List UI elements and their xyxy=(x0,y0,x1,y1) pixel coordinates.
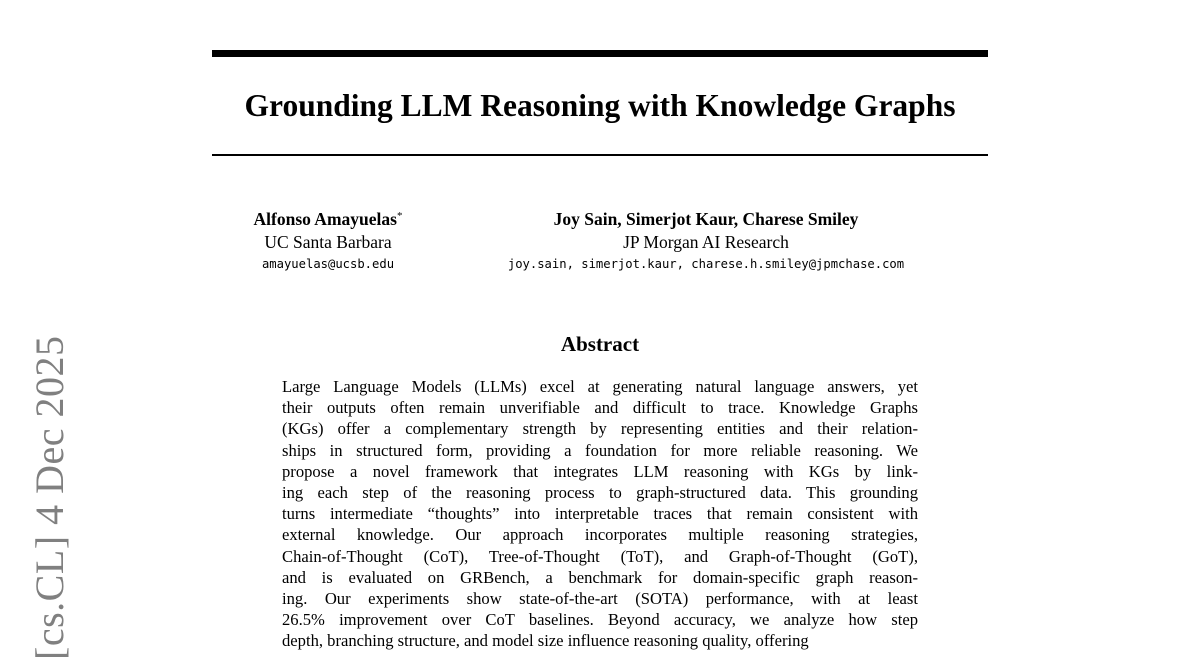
author-block-1 xyxy=(246,208,410,274)
title-top-rule xyxy=(212,50,988,57)
author-names: Joy Sain, Simerjot Kaur, Charese Smiley xyxy=(553,209,859,229)
abstract-line: turns intermediate “thoughts” into interpretable traces that remain consistent with xyxy=(282,504,918,524)
abstract-heading: Abstract xyxy=(560,332,640,356)
abstract-line: Chain-of-Thought (CoT), Tree-of-Thought (ToT), and Graph-of-Thought (GoT), xyxy=(282,546,918,566)
author-name: Alfonso Amayuelas* xyxy=(253,209,403,229)
abstract-line: their outputs often remain unverifiable and difficult to trace. Knowledge Graphs xyxy=(282,398,918,418)
abstract-line: (KGs) offer a complementary strength by representing entities and their relation- xyxy=(282,419,918,439)
abstract-body xyxy=(282,376,918,651)
abstract-line: Large Language Models (LLMs) excel at generating natural language answers, yet xyxy=(282,377,918,396)
arxiv-side-stamp: [cs.CL] 4 Dec 2025 xyxy=(27,335,72,660)
author-email: amayuelas@ucsb.edu xyxy=(261,257,395,271)
abstract-line: ing. Our experiments show state-of-the-art (SOTA) performance, with at least xyxy=(282,588,918,608)
abstract-line: and is evaluated on GRBench, a benchmark for domain-specific graph reason- xyxy=(282,567,918,587)
abstract-line: 26.5% improvement over CoT baselines. Beyond accuracy, we analyze how step xyxy=(282,610,918,630)
abstract-line: ing each step of the reasoning process to graph-structured data. This grounding xyxy=(282,482,918,502)
abstract-line: propose a novel framework that integrates LLM reasoning with KGs by link- xyxy=(282,461,918,481)
author-emails: joy.sain, simerjot.kaur, charese.h.smiley@jpmchase.com xyxy=(507,257,905,271)
title-bottom-rule xyxy=(212,154,988,156)
author-affiliation: UC Santa Barbara xyxy=(264,232,392,252)
author-affiliation: JP Morgan AI Research xyxy=(623,232,789,252)
abstract-line: external knowledge. Our approach incorporates multiple reasoning strategies, xyxy=(282,525,918,545)
abstract-line: ships in structured form, providing a foundation for more reliable reasoning. We xyxy=(282,440,918,460)
paper-title: Grounding LLM Reasoning with Knowledge Graphs xyxy=(244,88,956,123)
author-block-2 xyxy=(455,208,957,274)
author-footnote-mark: * xyxy=(396,210,403,222)
abstract-line: depth, branching structure, and model size influence reasoning quality, offering xyxy=(282,631,809,651)
